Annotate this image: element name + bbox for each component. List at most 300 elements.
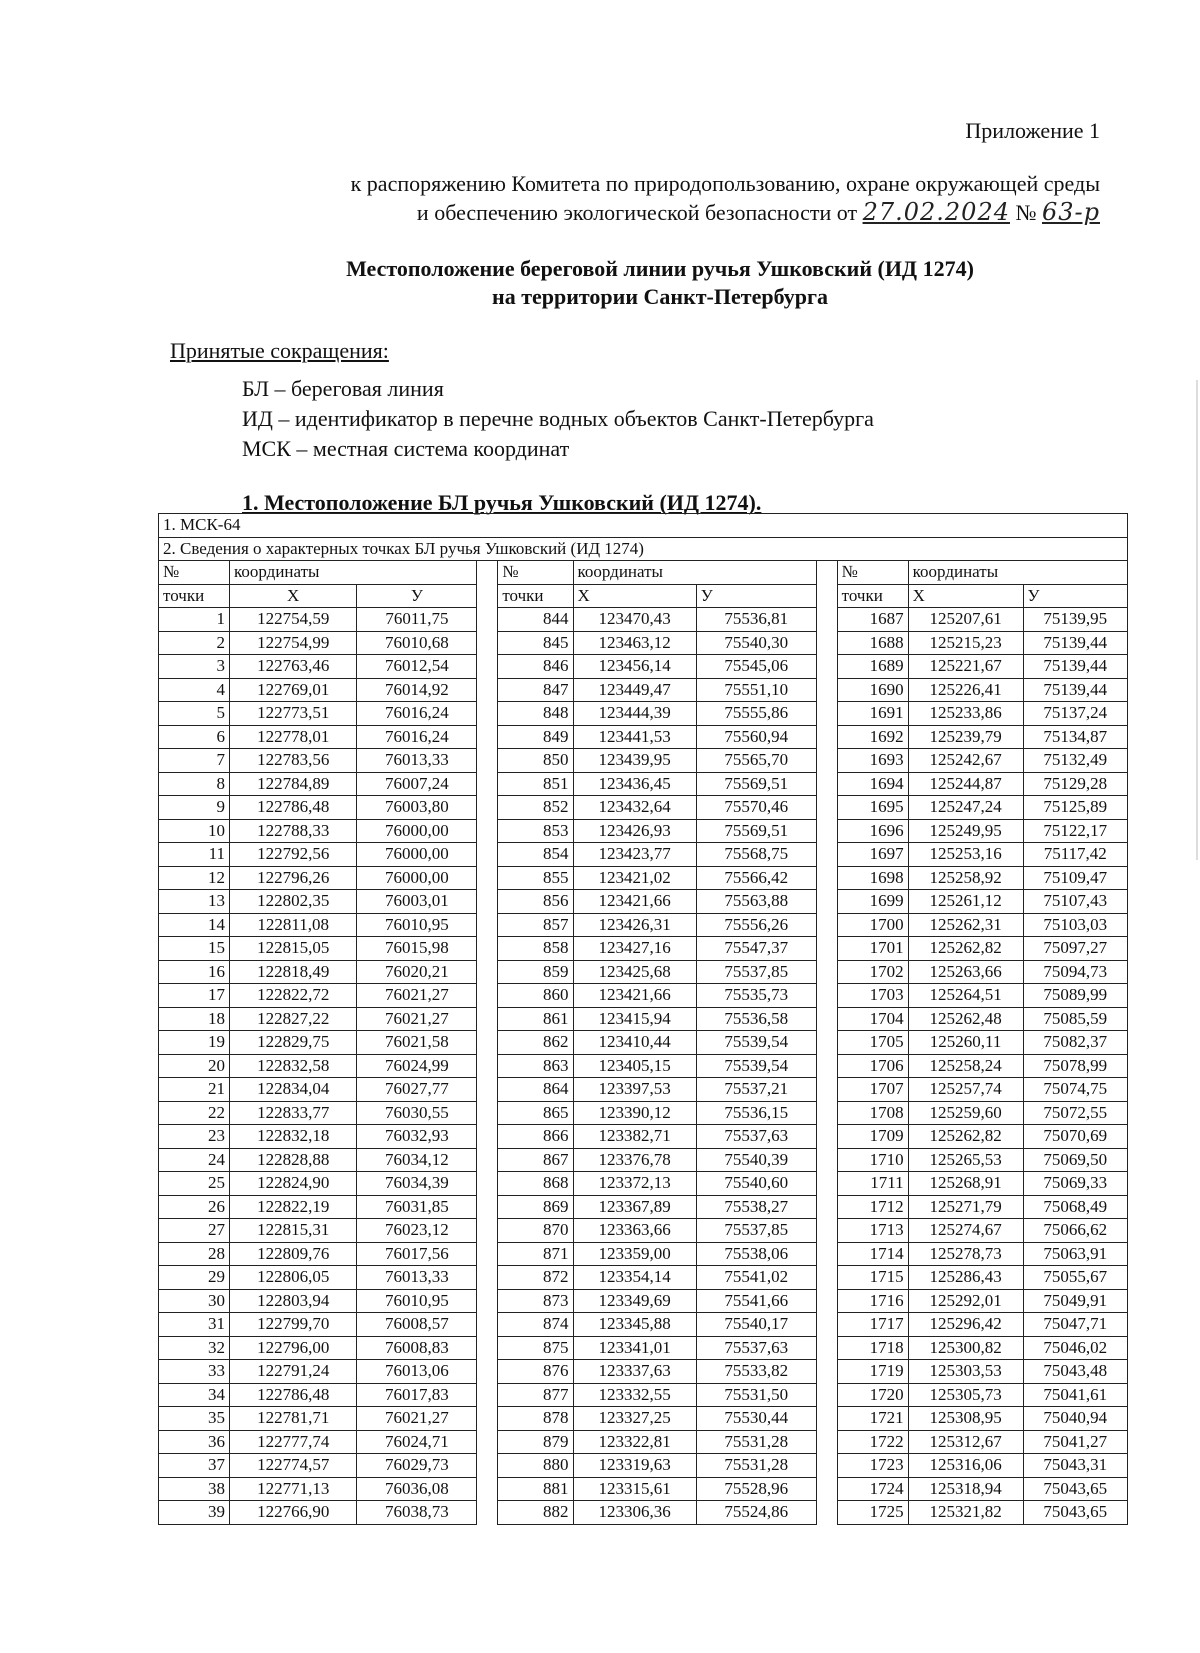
table-cell: 75041,27 <box>1023 1430 1127 1454</box>
table-row <box>159 678 1128 702</box>
table-cell: 76016,24 <box>357 702 477 726</box>
col-x-header: X <box>908 584 1023 608</box>
table-cell: 75066,62 <box>1023 1219 1127 1243</box>
table-cell: 18 <box>159 1007 230 1031</box>
table-cell: 75537,63 <box>696 1336 816 1360</box>
table-cell: 75041,61 <box>1023 1383 1127 1407</box>
table-cell: 29 <box>159 1266 230 1290</box>
col-x-header: X <box>573 584 696 608</box>
table-cell: 122818,49 <box>230 960 357 984</box>
table-cell: 125305,73 <box>908 1383 1023 1407</box>
table-cell: 880 <box>498 1454 573 1478</box>
table-cell: 123444,39 <box>573 702 696 726</box>
table-cell: 123439,95 <box>573 749 696 773</box>
table-cell: 1688 <box>837 631 908 655</box>
table-cell: 122822,19 <box>230 1195 357 1219</box>
table-cell: 76024,71 <box>357 1430 477 1454</box>
table-cell: 846 <box>498 655 573 679</box>
table-cell: 125262,82 <box>908 937 1023 961</box>
abbreviation-item: ИД – идентификатор в перечне водных объектов Санкт-Петербурга <box>242 406 874 431</box>
table-cell: 1722 <box>837 1430 908 1454</box>
table-cell: 123456,14 <box>573 655 696 679</box>
table-cell: 75537,85 <box>696 960 816 984</box>
table-cell: 861 <box>498 1007 573 1031</box>
table-cell: 1719 <box>837 1360 908 1384</box>
table-cell: 1709 <box>837 1125 908 1149</box>
table-cell: 1692 <box>837 725 908 749</box>
table-cell: 125226,41 <box>908 678 1023 702</box>
table-cell: 75533,82 <box>696 1360 816 1384</box>
table-cell: 1725 <box>837 1501 908 1525</box>
table-cell: 76038,73 <box>357 1501 477 1525</box>
table-cell: 76020,21 <box>357 960 477 984</box>
table-cell: 7 <box>159 749 230 773</box>
coordinate-system-row: 1. МСК-64 <box>159 514 1128 538</box>
table-cell: 75541,66 <box>696 1289 816 1313</box>
table-cell: 76021,58 <box>357 1031 477 1055</box>
table-cell: 125300,82 <box>908 1336 1023 1360</box>
order-date: 27.02.2024 <box>862 198 1010 226</box>
table-cell: 75568,75 <box>696 843 816 867</box>
table-cell: 125207,61 <box>908 608 1023 632</box>
table-cell: 12 <box>159 866 230 890</box>
table-cell: 125308,95 <box>908 1407 1023 1431</box>
table-cell: 864 <box>498 1078 573 1102</box>
table-cell: 849 <box>498 725 573 749</box>
table-cell: 848 <box>498 702 573 726</box>
table-cell: 3 <box>159 655 230 679</box>
table-cell: 75536,15 <box>696 1101 816 1125</box>
table-cell: 16 <box>159 960 230 984</box>
table-row <box>159 772 1128 796</box>
table-cell: 75536,81 <box>696 608 816 632</box>
table-cell: 123359,00 <box>573 1242 696 1266</box>
table-cell: 76031,85 <box>357 1195 477 1219</box>
table-cell: 1706 <box>837 1054 908 1078</box>
table-cell: 75132,49 <box>1023 749 1127 773</box>
table-cell: 1695 <box>837 796 908 820</box>
table-cell: 123322,81 <box>573 1430 696 1454</box>
table-row <box>159 1219 1128 1243</box>
table-cell: 38 <box>159 1477 230 1501</box>
table-header-row-1 <box>159 561 1128 585</box>
table-cell: 122791,24 <box>230 1360 357 1384</box>
table-cell: 76010,95 <box>357 913 477 937</box>
table-cell: 75139,44 <box>1023 678 1127 702</box>
table-cell: 123390,12 <box>573 1101 696 1125</box>
table-cell: 1721 <box>837 1407 908 1431</box>
table-cell: 854 <box>498 843 573 867</box>
table-cell: 15 <box>159 937 230 961</box>
table-cell: 872 <box>498 1266 573 1290</box>
table-cell: 122802,35 <box>230 890 357 914</box>
table-cell: 123421,66 <box>573 984 696 1008</box>
table-cell: 76034,12 <box>357 1148 477 1172</box>
table-cell: 123432,64 <box>573 796 696 820</box>
abbreviation-item: БЛ – береговая линия <box>242 376 444 401</box>
table-cell: 75539,54 <box>696 1031 816 1055</box>
table-cell: 76015,98 <box>357 937 477 961</box>
table-cell: 1691 <box>837 702 908 726</box>
table-cell: 844 <box>498 608 573 632</box>
table-cell: 125265,53 <box>908 1148 1023 1172</box>
table-cell: 75570,46 <box>696 796 816 820</box>
table-cell: 76010,68 <box>357 631 477 655</box>
table-cell: 125247,24 <box>908 796 1023 820</box>
table-cell: 13 <box>159 890 230 914</box>
table-cell: 75555,86 <box>696 702 816 726</box>
table-cell: 2 <box>159 631 230 655</box>
table-cell: 1700 <box>837 913 908 937</box>
table-cell: 122784,89 <box>230 772 357 796</box>
table-cell: 76014,92 <box>357 678 477 702</box>
table-cell: 125321,82 <box>908 1501 1023 1525</box>
col-point-header: точки <box>498 584 573 608</box>
table-cell: 76030,55 <box>357 1101 477 1125</box>
table-cell: 75540,60 <box>696 1172 816 1196</box>
table-cell: 75535,73 <box>696 984 816 1008</box>
table-row <box>159 984 1128 1008</box>
col-coords-header: координаты <box>908 561 1127 585</box>
col-y-header: У <box>696 584 816 608</box>
table-cell: 125262,48 <box>908 1007 1023 1031</box>
table-row <box>159 1477 1128 1501</box>
table-cell: 125259,60 <box>908 1101 1023 1125</box>
table-row <box>159 843 1128 867</box>
table-cell: 25 <box>159 1172 230 1196</box>
table-cell: 75538,06 <box>696 1242 816 1266</box>
table-cell: 123341,01 <box>573 1336 696 1360</box>
table-row <box>159 1054 1128 1078</box>
table-cell: 76032,93 <box>357 1125 477 1149</box>
table-cell: 122773,51 <box>230 702 357 726</box>
table-cell: 75539,54 <box>696 1054 816 1078</box>
table-cell: 1 <box>159 608 230 632</box>
table-cell: 75556,26 <box>696 913 816 937</box>
table-cell: 125249,95 <box>908 819 1023 843</box>
table-cell: 122829,75 <box>230 1031 357 1055</box>
table-cell: 1705 <box>837 1031 908 1055</box>
table-cell: 24 <box>159 1148 230 1172</box>
table-cell: 1690 <box>837 678 908 702</box>
table-cell: 123463,12 <box>573 631 696 655</box>
table-cell: 125244,87 <box>908 772 1023 796</box>
col-coords-header: координаты <box>573 561 816 585</box>
table-cell: 75047,71 <box>1023 1313 1127 1337</box>
table-cell: 75569,51 <box>696 819 816 843</box>
table-cell: 123397,53 <box>573 1078 696 1102</box>
table-row <box>159 1148 1128 1172</box>
table-cell: 122771,13 <box>230 1477 357 1501</box>
table-cell: 75134,87 <box>1023 725 1127 749</box>
table-cell: 1701 <box>837 937 908 961</box>
table-cell: 75139,44 <box>1023 631 1127 655</box>
table-row <box>159 960 1128 984</box>
table-cell: 1720 <box>837 1383 908 1407</box>
col-point-header: точки <box>837 584 908 608</box>
table-cell: 76010,95 <box>357 1289 477 1313</box>
table-cell: 125257,74 <box>908 1078 1023 1102</box>
table-cell: 122803,94 <box>230 1289 357 1313</box>
table-cell: 125292,01 <box>908 1289 1023 1313</box>
table-cell: 122777,74 <box>230 1430 357 1454</box>
table-cell: 75070,69 <box>1023 1125 1127 1149</box>
table-cell: 122815,31 <box>230 1219 357 1243</box>
order-line-2 <box>0 198 1100 227</box>
table-cell: 75043,31 <box>1023 1454 1127 1478</box>
table-cell: 125233,86 <box>908 702 1023 726</box>
table-cell: 125260,11 <box>908 1031 1023 1055</box>
table-cell: 1704 <box>837 1007 908 1031</box>
table-cell: 75094,73 <box>1023 960 1127 984</box>
table-cell: 123410,44 <box>573 1031 696 1055</box>
table-cell: 75524,86 <box>696 1501 816 1525</box>
order-reference <box>0 170 1100 227</box>
table-cell: 75063,91 <box>1023 1242 1127 1266</box>
table-cell: 75043,48 <box>1023 1360 1127 1384</box>
table-cell: 76000,00 <box>357 819 477 843</box>
table-cell: 123363,66 <box>573 1219 696 1243</box>
table-row <box>159 1007 1128 1031</box>
table-cell: 845 <box>498 631 573 655</box>
table-cell: 4 <box>159 678 230 702</box>
table-cell: 882 <box>498 1501 573 1525</box>
table-cell: 123426,93 <box>573 819 696 843</box>
table-cell: 122796,26 <box>230 866 357 890</box>
table-cell: 876 <box>498 1360 573 1384</box>
table-cell: 125221,67 <box>908 655 1023 679</box>
table-cell: 122792,56 <box>230 843 357 867</box>
col-number-header: № <box>498 561 573 585</box>
table-cell: 874 <box>498 1313 573 1337</box>
table-cell: 123372,13 <box>573 1172 696 1196</box>
table-cell: 35 <box>159 1407 230 1431</box>
table-cell: 875 <box>498 1336 573 1360</box>
table-row <box>159 819 1128 843</box>
table-cell: 125242,67 <box>908 749 1023 773</box>
table-cell: 122834,04 <box>230 1078 357 1102</box>
table-cell: 1710 <box>837 1148 908 1172</box>
table-cell: 122766,90 <box>230 1501 357 1525</box>
table-cell: 855 <box>498 866 573 890</box>
table-cell: 75097,27 <box>1023 937 1127 961</box>
table-cell: 879 <box>498 1430 573 1454</box>
table-cell: 123470,43 <box>573 608 696 632</box>
table-cell: 75043,65 <box>1023 1477 1127 1501</box>
table-cell: 76000,00 <box>357 866 477 890</box>
table-cell: 75545,06 <box>696 655 816 679</box>
table-cell: 122828,88 <box>230 1148 357 1172</box>
table-cell: 1714 <box>837 1242 908 1266</box>
table-cell: 865 <box>498 1101 573 1125</box>
table-row <box>159 725 1128 749</box>
col-x-header: X <box>230 584 357 608</box>
table-cell: 76021,27 <box>357 1407 477 1431</box>
table-cell: 76034,39 <box>357 1172 477 1196</box>
table-row <box>159 1172 1128 1196</box>
table-row <box>159 1266 1128 1290</box>
table-cell: 76003,80 <box>357 796 477 820</box>
table-cell: 9 <box>159 796 230 820</box>
col-coords-header: координаты <box>230 561 477 585</box>
table-cell: 123327,25 <box>573 1407 696 1431</box>
table-cell: 1689 <box>837 655 908 679</box>
table-cell: 75536,58 <box>696 1007 816 1031</box>
table-cell: 125316,06 <box>908 1454 1023 1478</box>
table-cell: 75122,17 <box>1023 819 1127 843</box>
table-cell: 75040,94 <box>1023 1407 1127 1431</box>
table-cell: 75078,99 <box>1023 1054 1127 1078</box>
table-row <box>159 1407 1128 1431</box>
table-cell: 125312,67 <box>908 1430 1023 1454</box>
table-cell: 123421,02 <box>573 866 696 890</box>
table-cell: 1713 <box>837 1219 908 1243</box>
table-cell: 868 <box>498 1172 573 1196</box>
table-row <box>159 1501 1128 1525</box>
table-cell: 122774,57 <box>230 1454 357 1478</box>
table-cell: 123337,63 <box>573 1360 696 1384</box>
table-cell: 75530,44 <box>696 1407 816 1431</box>
table-cell: 1715 <box>837 1266 908 1290</box>
table-cell: 75531,28 <box>696 1454 816 1478</box>
table-cell: 125278,73 <box>908 1242 1023 1266</box>
table-cell: 26 <box>159 1195 230 1219</box>
table-cell: 867 <box>498 1148 573 1172</box>
table-row <box>159 1336 1128 1360</box>
table-row <box>159 655 1128 679</box>
table-cell: 20 <box>159 1054 230 1078</box>
table-row <box>159 1031 1128 1055</box>
table-cell: 125263,66 <box>908 960 1023 984</box>
table-cell: 871 <box>498 1242 573 1266</box>
abbreviations-heading: Принятые сокращения: <box>170 338 389 363</box>
table-cell: 122815,05 <box>230 937 357 961</box>
table-cell: 125264,51 <box>908 984 1023 1008</box>
table-cell: 75560,94 <box>696 725 816 749</box>
table-cell: 75043,65 <box>1023 1501 1127 1525</box>
table-cell: 76011,75 <box>357 608 477 632</box>
table-cell: 75139,44 <box>1023 655 1127 679</box>
table-cell: 870 <box>498 1219 573 1243</box>
table-cell: 75055,67 <box>1023 1266 1127 1290</box>
table-cell: 856 <box>498 890 573 914</box>
col-y-header: У <box>357 584 477 608</box>
table-row <box>159 1101 1128 1125</box>
table-row <box>159 1078 1128 1102</box>
table-cell: 10 <box>159 819 230 843</box>
table-cell: 125215,23 <box>908 631 1023 655</box>
table-row <box>159 631 1128 655</box>
table-cell: 125271,79 <box>908 1195 1023 1219</box>
col-point-header: точки <box>159 584 230 608</box>
table-cell: 75540,17 <box>696 1313 816 1337</box>
table-cell: 75528,96 <box>696 1477 816 1501</box>
table-cell: 123332,55 <box>573 1383 696 1407</box>
table-cell: 123382,71 <box>573 1125 696 1149</box>
table-cell: 1703 <box>837 984 908 1008</box>
table-cell: 75069,50 <box>1023 1148 1127 1172</box>
table-cell: 76012,54 <box>357 655 477 679</box>
table-cell: 75566,42 <box>696 866 816 890</box>
table-cell: 75103,03 <box>1023 913 1127 937</box>
abbreviation-item: МСК – местная система координат <box>242 436 570 461</box>
table-cell: 125286,43 <box>908 1266 1023 1290</box>
table-cell: 75531,28 <box>696 1430 816 1454</box>
table-cell: 75538,27 <box>696 1195 816 1219</box>
table-cell: 76007,24 <box>357 772 477 796</box>
table-cell: 123405,15 <box>573 1054 696 1078</box>
table-row <box>159 1242 1128 1266</box>
table-cell: 75531,50 <box>696 1383 816 1407</box>
table-cell: 123306,36 <box>573 1501 696 1525</box>
table-cell: 76017,56 <box>357 1242 477 1266</box>
table-cell: 76027,77 <box>357 1078 477 1102</box>
col-y-header: У <box>1023 584 1127 608</box>
table-cell: 76036,08 <box>357 1477 477 1501</box>
table-cell: 125303,53 <box>908 1360 1023 1384</box>
table-cell: 123319,63 <box>573 1454 696 1478</box>
table-cell: 123427,16 <box>573 937 696 961</box>
table-cell: 31 <box>159 1313 230 1337</box>
section-title: 1. Местоположение БЛ ручья Ушковский (ИД 1274). <box>242 490 762 515</box>
order-number-label: № <box>1015 200 1037 225</box>
table-row <box>159 1383 1128 1407</box>
table-cell: 22 <box>159 1101 230 1125</box>
table-cell: 19 <box>159 1031 230 1055</box>
table-cell: 122781,71 <box>230 1407 357 1431</box>
table-row <box>159 608 1128 632</box>
table-cell: 123421,66 <box>573 890 696 914</box>
table-row <box>159 890 1128 914</box>
table-cell: 122824,90 <box>230 1172 357 1196</box>
table-cell: 125296,42 <box>908 1313 1023 1337</box>
table-cell: 122806,05 <box>230 1266 357 1290</box>
table-cell: 36 <box>159 1430 230 1454</box>
table-cell: 881 <box>498 1477 573 1501</box>
table-row <box>159 1125 1128 1149</box>
table-cell: 76023,12 <box>357 1219 477 1243</box>
table-cell: 75563,88 <box>696 890 816 914</box>
table-cell: 122786,48 <box>230 1383 357 1407</box>
table-cell: 125262,31 <box>908 913 1023 937</box>
table-cell: 125258,24 <box>908 1054 1023 1078</box>
table-cell: 1711 <box>837 1172 908 1196</box>
table-cell: 75541,02 <box>696 1266 816 1290</box>
table-cell: 1712 <box>837 1195 908 1219</box>
table-cell: 1717 <box>837 1313 908 1337</box>
table-cell: 122832,18 <box>230 1125 357 1149</box>
table-cell: 75109,47 <box>1023 866 1127 890</box>
table-cell: 873 <box>498 1289 573 1313</box>
table-cell: 847 <box>498 678 573 702</box>
table-header-row-2 <box>159 584 1128 608</box>
table-cell: 857 <box>498 913 573 937</box>
table-cell: 1708 <box>837 1101 908 1125</box>
table-cell: 28 <box>159 1242 230 1266</box>
table-cell: 21 <box>159 1078 230 1102</box>
table-cell: 123354,14 <box>573 1266 696 1290</box>
table-cell: 76008,83 <box>357 1336 477 1360</box>
order-number: 63-р <box>1041 198 1100 226</box>
table-cell: 858 <box>498 937 573 961</box>
table-cell: 11 <box>159 843 230 867</box>
scan-edge-line <box>1196 380 1198 860</box>
table-cell: 122754,99 <box>230 631 357 655</box>
table-cell: 1724 <box>837 1477 908 1501</box>
table-cell: 122763,46 <box>230 655 357 679</box>
table-cell: 1702 <box>837 960 908 984</box>
table-row <box>159 913 1128 937</box>
